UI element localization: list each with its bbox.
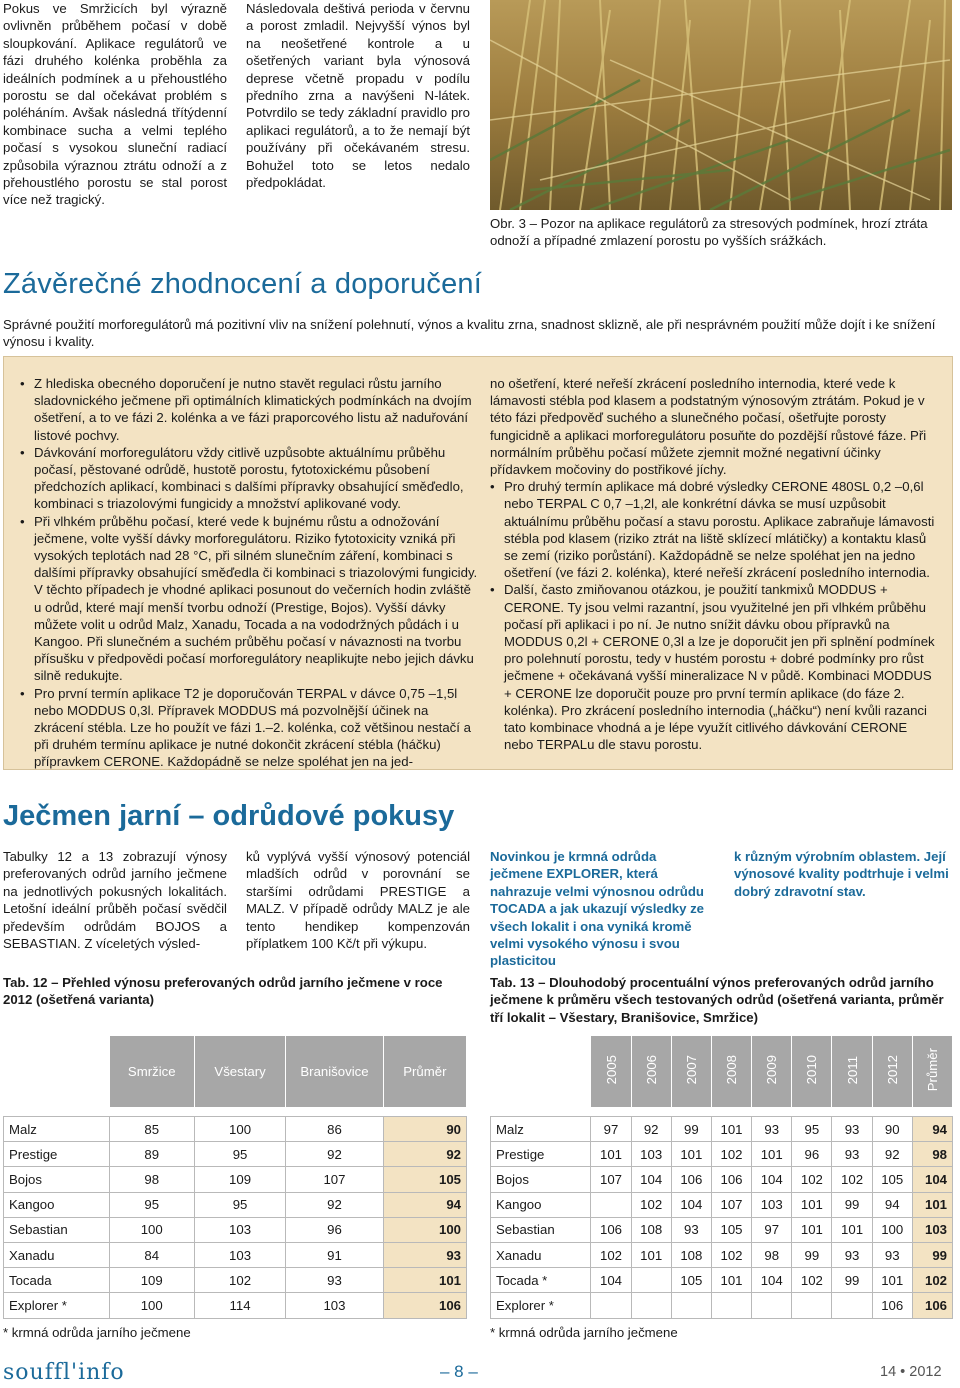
table13-header-label: 2006 <box>643 1055 659 1085</box>
table13-header <box>832 1036 872 1108</box>
table13-row <box>491 1268 953 1293</box>
yield-value: 91 <box>286 1242 383 1267</box>
variety-paragraph-col1: Tabulky 12 a 13 zobrazují výnosy preferovaných odrůd jarního ječmene na jednotlivých pokusných lokalitách. Letošní ideální průběh počasí svědčil především odrůdám BOJOS a SEBASTIAN. Z víceletých výsled- <box>3 849 227 952</box>
intro-paragraph-col2: Následovala deštivá perioda v červnu a porost zmladil. Nejvyšší výnos byl na neošetřené kontrole a u ošetřených variant byla výnosová deprese včetně propadu v podílu předního zrna a navýšeni N-látek. Potvrdilo se tedy základní pravidlo pro aplikaci regulátorů, a to že nemají být používány při očekávaném stresu. Bohužel toto se letos nedalo předpokládat. <box>246 1 470 191</box>
table13-row <box>491 1242 953 1267</box>
variety-name: Malz <box>4 1117 110 1142</box>
table13-header-label: 2007 <box>683 1055 699 1085</box>
variety-name: Explorer * <box>4 1293 110 1318</box>
variety-name: Prestige <box>491 1142 591 1167</box>
recommendation-box <box>3 356 953 770</box>
yield-percent: 108 <box>631 1217 671 1242</box>
yield-percent: 98 <box>752 1242 792 1267</box>
table13-header <box>631 1036 671 1108</box>
yield-value: 93 <box>383 1242 466 1267</box>
yield-percent: 93 <box>832 1142 872 1167</box>
yield-percent: 105 <box>671 1268 711 1293</box>
yield-value: 103 <box>194 1217 285 1242</box>
yield-percent: 104 <box>752 1268 792 1293</box>
conclusion-heading: Závěrečné zhodnocení a doporučení <box>3 268 482 300</box>
variety-name: Bojos <box>491 1167 591 1192</box>
variety-name: Kangoo <box>4 1192 110 1217</box>
yield-percent: 97 <box>752 1217 792 1242</box>
table13-header <box>711 1036 751 1108</box>
yield-percent: 101 <box>711 1268 751 1293</box>
yield-percent <box>631 1293 671 1318</box>
yield-percent: 101 <box>752 1142 792 1167</box>
variety-name: Prestige <box>4 1142 110 1167</box>
yield-value: 92 <box>286 1192 383 1217</box>
table13-caption: Tab. 13 – Dlouhodobý procentuální výnos preferovaných odrůd jarního ječmene k průměru všech testovaných odrůd (ošetřená varianta, průměr tří lokalit – Všestary, Branišovice, Smržice) <box>490 975 944 1025</box>
yield-value: 89 <box>109 1142 194 1167</box>
table12-caption: Tab. 12 – Přehled výnosu preferovaných odrůd jarního ječmene v roce 2012 (ošetřená varianta) <box>3 975 443 1008</box>
table12 <box>3 1035 467 1319</box>
yield-percent: 101 <box>671 1142 711 1167</box>
yield-percent <box>711 1293 751 1318</box>
highlight-text-col1: Novinkou je krmná odrůda ječmene EXPLORER, která nahrazuje velmi výnosnou odrůdu TOCADA a jak ukazují výsledky ze všech lokalit i ona vyniká kromě velmi vysokého výnosu i svou plasticitou <box>490 849 705 969</box>
yield-percent: 90 <box>872 1117 912 1142</box>
variety-name: Kangoo <box>491 1192 591 1217</box>
yield-value: 100 <box>194 1117 285 1142</box>
recommendation-list-right <box>490 375 940 753</box>
table13-header-row <box>491 1036 953 1108</box>
yield-percent: 96 <box>792 1142 832 1167</box>
yield-percent <box>792 1293 832 1318</box>
table12-row <box>4 1293 467 1318</box>
table13-header-label: Průměr <box>924 1048 940 1092</box>
table12-row <box>4 1167 467 1192</box>
yield-percent: 106 <box>872 1293 912 1318</box>
yield-percent: 102 <box>631 1192 671 1217</box>
yield-percent: 94 <box>872 1192 912 1217</box>
yield-percent: 105 <box>872 1167 912 1192</box>
yield-percent: 106 <box>591 1217 631 1242</box>
yield-percent: 100 <box>872 1217 912 1242</box>
barley-field-photo <box>490 0 952 210</box>
yield-value: 100 <box>109 1217 194 1242</box>
table13-header-label: 2011 <box>844 1055 860 1085</box>
variety-name: Bojos <box>4 1167 110 1192</box>
yield-value: 92 <box>286 1142 383 1167</box>
table12-row <box>4 1217 467 1242</box>
yield-percent: 99 <box>832 1268 872 1293</box>
yield-value: 114 <box>194 1293 285 1318</box>
yield-percent: 108 <box>671 1242 711 1267</box>
yield-percent <box>591 1192 631 1217</box>
table13-header <box>872 1036 912 1108</box>
figure-caption <box>490 215 952 250</box>
brand-logo: souffl'info <box>3 1360 125 1385</box>
variety-name: Explorer * <box>491 1293 591 1318</box>
recommendation-item: • Pro první termín aplikace T2 je doporučován TERPAL v dávce 0,75 –1,5l nebo MODDUS 0,3l. Přípravek MODDUS má pozvolnější účinek na zkrácení stébla. Lze ho použít ve fázi 1.–2. kolénka, což většinou nestačí a při druhém termínu aplikace je nutné dokončit zkrácení stébla (háčku) přípravkem CERONE. Každopádně se nelze spoléhat jen na jed- <box>20 685 480 771</box>
yield-percent: 102 <box>591 1242 631 1267</box>
yield-value: 86 <box>286 1117 383 1142</box>
yield-percent: 101 <box>872 1268 912 1293</box>
table13-header-label: 2012 <box>884 1055 900 1085</box>
yield-percent: 107 <box>591 1167 631 1192</box>
yield-value: 93 <box>286 1268 383 1293</box>
recommendation-item: • Z hlediska obecného doporučení je nutno stavět regulaci růstu jarního sladovnického ječmene při optimálních klimatických podmínkách na dvojím ošetření, a to ve fázi 2. kolénka a ve fázi praporcového listu až naduřování listové pochvy. <box>20 375 480 444</box>
table12-header: Všestary <box>194 1036 285 1108</box>
yield-percent <box>832 1293 872 1318</box>
yield-percent: 99 <box>671 1117 711 1142</box>
yield-value: 90 <box>383 1117 466 1142</box>
variety-name: Tocada <box>4 1268 110 1293</box>
yield-percent: 95 <box>792 1117 832 1142</box>
yield-value: 107 <box>286 1167 383 1192</box>
table12-row <box>4 1242 467 1267</box>
yield-percent <box>671 1293 711 1318</box>
yield-percent: 106 <box>671 1167 711 1192</box>
yield-percent: 101 <box>912 1192 952 1217</box>
intro-paragraph-col1: Pokus ve Smržicích byl výrazně ovlivněn průběhem počasí v době sloupkování. Aplikace regulátorů ve fázi druhého kolénka proběhla za ideálních podmínek a u přehoustlého porostu se dal očekávat problém s poléháním. Avšak následná třítýdenní kombinace sucha a velmi teplého počasí s vysokou sluneční radiací způsobila výraznou ztrátu odnoží a z přehoustlého porostu se stal porost více než tragický. <box>3 1 227 208</box>
yield-value: 98 <box>109 1167 194 1192</box>
table12-row <box>4 1192 467 1217</box>
table12-header: Branišovice <box>286 1036 383 1108</box>
lodged-barley-image <box>490 0 952 210</box>
yield-value: 100 <box>109 1293 194 1318</box>
table13-row <box>491 1142 953 1167</box>
figure-text: – Pozor na aplikace regulátorů za stresových podmínek, hrozí ztráta odnoží a případné zmlazení porostu po vyšších srážkách. <box>490 216 928 249</box>
table12-header-row <box>4 1036 467 1108</box>
issue-number: 14 • 2012 <box>880 1364 942 1380</box>
yield-percent: 93 <box>832 1242 872 1267</box>
table13-header-label: 2009 <box>764 1055 780 1085</box>
table12-row <box>4 1117 467 1142</box>
table13 <box>490 1035 953 1319</box>
table13-row <box>491 1167 953 1192</box>
yield-percent: 102 <box>912 1268 952 1293</box>
conclusion-intro: Správné použití morforegulátorů má pozitivní vliv na snížení polehnutí, výnos a kvalitu zrna, snadnost sklizně, ale při nesprávném použití může dojít i ke snížení výnosu i kvality. <box>3 317 936 350</box>
table13-header <box>591 1036 631 1108</box>
yield-value: 96 <box>286 1217 383 1242</box>
yield-percent: 103 <box>631 1142 671 1167</box>
yield-percent: 101 <box>832 1217 872 1242</box>
yield-percent: 106 <box>711 1167 751 1192</box>
yield-value: 106 <box>383 1293 466 1318</box>
yield-percent: 101 <box>631 1242 671 1267</box>
yield-percent <box>591 1293 631 1318</box>
yield-percent: 93 <box>872 1242 912 1267</box>
recommendation-continuation: no ošetření, které neřeší zkrácení posledního internodia, které vede k lámavosti stébla pod klasem a podstatným výnosovým ztrátám. Pokud je v této fázi předpověď suchého a slunečného počasí, ošetřujte porosty fungicidně a aplikaci morforegulátoru posuňte do pozdější růstové fáze. Při normálním průběhu počasí můžete zjemnit možné negativní účinky přídavkem močoviny do postřikové jíchy. <box>490 376 927 478</box>
yield-percent: 104 <box>591 1268 631 1293</box>
yield-percent: 92 <box>631 1117 671 1142</box>
yield-percent: 93 <box>752 1117 792 1142</box>
yield-value: 100 <box>383 1217 466 1242</box>
yield-value: 85 <box>109 1117 194 1142</box>
yield-percent: 99 <box>912 1242 952 1267</box>
yield-percent: 103 <box>752 1192 792 1217</box>
yield-percent: 102 <box>711 1142 751 1167</box>
yield-value: 102 <box>194 1268 285 1293</box>
table13-row <box>491 1117 953 1142</box>
yield-percent: 94 <box>912 1117 952 1142</box>
yield-value: 95 <box>194 1192 285 1217</box>
yield-percent: 104 <box>752 1167 792 1192</box>
yield-percent: 97 <box>591 1117 631 1142</box>
table13-row <box>491 1192 953 1217</box>
yield-value: 109 <box>109 1268 194 1293</box>
recommendation-item: • Další, často zmiňovanou otázkou, je použití tankmixů MODDUS + CERONE. Ty jsou velmi razantní, jsou využitelné jen při vlhkém průběhu počasí při aplikaci i po ní. Je nutno snížit dávku obou přípravků na MODDUS 0,2l + CERONE 0,3l a lze je doporučit jen při splnění podmínek pro polehnutí porostu, tedy v hustém porostu + dobré podmínky pro růst ječmene + očekávaná vyšší mineralizace N v půdě. Kombinaci MODDUS + CERONE lze doporučit pouze pro první termín aplikace (do fáze 2. kolénka). Pro zkrácení posledního internodia („háčku“) není kvůli razanci tato kombinace vhodná a je lépe využít citlivého dávkování CERONE nebo TERPALu dle stavu porostu. <box>490 581 940 753</box>
yield-percent: 106 <box>912 1293 952 1318</box>
yield-value: 95 <box>109 1192 194 1217</box>
table12-note: * krmná odrůda jarního ječmene <box>3 1325 191 1340</box>
table13-note: * krmná odrůda jarního ječmene <box>490 1325 678 1340</box>
variety-name: Sebastian <box>491 1217 591 1242</box>
yield-percent: 103 <box>912 1217 952 1242</box>
yield-percent: 102 <box>792 1167 832 1192</box>
table12-header: Průměr <box>383 1036 466 1108</box>
yield-percent: 99 <box>792 1242 832 1267</box>
figure-label: Obr. 3 <box>490 216 526 231</box>
yield-value: 94 <box>383 1192 466 1217</box>
table13-header <box>671 1036 711 1108</box>
yield-percent: 101 <box>792 1217 832 1242</box>
yield-value: 84 <box>109 1242 194 1267</box>
table12-row <box>4 1142 467 1167</box>
yield-percent: 98 <box>912 1142 952 1167</box>
yield-value: 103 <box>286 1293 383 1318</box>
yield-percent: 93 <box>832 1117 872 1142</box>
yield-percent: 93 <box>671 1217 711 1242</box>
table13-header-label: 2010 <box>804 1055 820 1085</box>
table13-header <box>792 1036 832 1108</box>
table12-row <box>4 1268 467 1293</box>
yield-percent: 104 <box>671 1192 711 1217</box>
variety-name: Tocada * <box>491 1268 591 1293</box>
yield-percent: 105 <box>711 1217 751 1242</box>
yield-percent: 101 <box>711 1117 751 1142</box>
yield-percent <box>752 1293 792 1318</box>
yield-percent: 92 <box>872 1142 912 1167</box>
yield-value: 103 <box>194 1242 285 1267</box>
recommendation-item: • Pro druhý termín aplikace má dobré výsledky CERONE 480SL 0,2 –0,6l nebo TERPAL C 0,7 –1,2l, ale konkrétní dávka se musí uzpůsobit aktuálnímu průběhu počasí a stavu porostu. Aplikace zabraňuje lámavosti stébla pod klasem (riziko ztrát na liště sklízecí mlátičky) a kontaktu klasů se zemí (riziko porůstání). Každopádně se nelze spoléhat jen na jedno ošetření (ve fázi 2. kolénka), které neřeší zkrácení posledního internodia. <box>490 478 940 581</box>
table13-header-label: 2005 <box>603 1055 619 1085</box>
yield-value: 92 <box>383 1142 466 1167</box>
recommendation-item: • Dávkování morforegulátoru vždy citlivě uzpůsobte aktuálnímu průběhu počasí, pěstované odrůdě, hustotě porostu, fytotoxickému působení předchozích aplikací, kombinaci s dalšími přípravky obsahující směďedlo, kombinaci s triazolovými fungicidy a množství aplikované vody. <box>20 444 480 513</box>
yield-percent <box>631 1268 671 1293</box>
yield-percent: 107 <box>711 1192 751 1217</box>
yield-value: 101 <box>383 1268 466 1293</box>
yield-percent: 101 <box>591 1142 631 1167</box>
table13-row <box>491 1217 953 1242</box>
page-number: – 8 – <box>440 1362 478 1381</box>
variety-name: Xanadu <box>4 1242 110 1267</box>
yield-percent: 102 <box>792 1268 832 1293</box>
yield-value: 95 <box>194 1142 285 1167</box>
variety-paragraph-col2: ků vyplývá vyšší výnosový potenciál mladších odrůd v porovnání se staršími odrůdami PRESTIGE a MALZ. V případě odrůdy MALZ je ale tento hendikep kompenzován příplatkem 100 Kč/t při výkupu. <box>246 849 470 952</box>
recommendation-item: • Při vlhkém průběhu počasí, které vede k bujnému růstu a odnožování ječmene, volte vyšší dávky morforegulátoru. Riziko fytotoxicity vzniká při vysokých teplotách nad 28 °C, při silném slunečním záření, kombinaci s dalšími přípravky obsahující směďedla či kombinaci s triazolovými fungicidy. V těchto případech je vhodné aplikaci posunout do večerních hodin zvláště u odrůd, které mají menší tvorbu odnoží (Prestige, Bojos). Vyšší dávky můžete volit u odrůd Malz, Xanadu, Tocada a na vododržných půdách i u Kangoo. Při slunečném a suchém průběhu počasí v návaznosti na tvorbu přísušku v předpovědi počasí morforegulátory neaplikujte nebo jejich dávku silně redukujte. <box>20 513 480 685</box>
table12-header: Smržice <box>109 1036 194 1108</box>
table13-header-label: 2008 <box>724 1055 740 1085</box>
yield-percent: 104 <box>912 1167 952 1192</box>
yield-value: 109 <box>194 1167 285 1192</box>
yield-percent: 101 <box>792 1192 832 1217</box>
table13-row <box>491 1293 953 1318</box>
table13-header <box>912 1036 952 1108</box>
table13-header <box>752 1036 792 1108</box>
yield-percent: 102 <box>832 1167 872 1192</box>
recommendation-list-left <box>20 375 480 771</box>
variety-name: Malz <box>491 1117 591 1142</box>
variety-name: Xanadu <box>491 1242 591 1267</box>
variety-trials-heading: Ječmen jarní – odrůdové pokusy <box>3 800 455 832</box>
variety-name: Sebastian <box>4 1217 110 1242</box>
yield-value: 105 <box>383 1167 466 1192</box>
yield-percent: 104 <box>631 1167 671 1192</box>
yield-percent: 99 <box>832 1192 872 1217</box>
highlight-text-col2: k různým výrobním oblastem. Její výnosové kvality podtrhuje i velmi dobrý zdravotní stav. <box>734 849 949 899</box>
yield-percent: 102 <box>711 1242 751 1267</box>
